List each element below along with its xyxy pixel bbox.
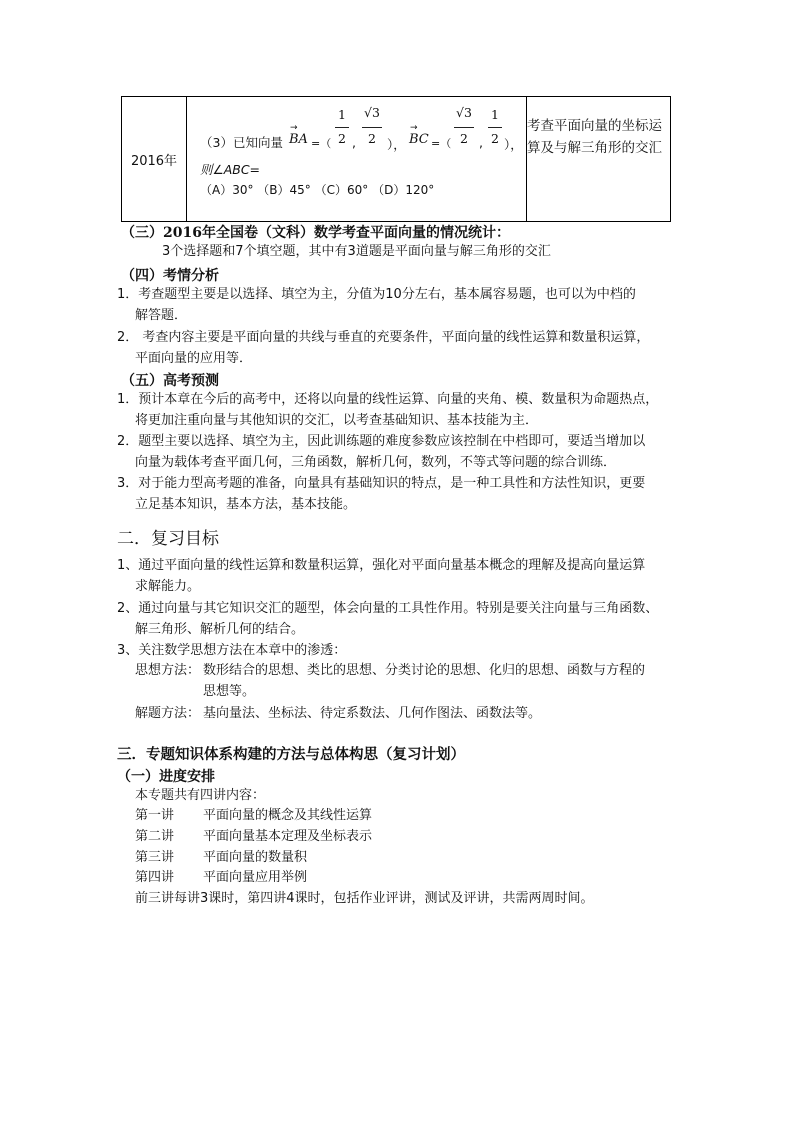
stats-body: 3个选择题和7个填空题，其中有3道题是平面向量与解三角形的交汇 [162,244,551,259]
vector-ba: BA [289,132,308,147]
forecast-item-2-cont: 向量为载体考查平面几何，三角函数，解析几何，数列，不等式等问题的综合训练． [135,455,617,470]
analysis-item-1-cont: 解答题． [135,308,188,323]
equals-open: =（ [311,137,332,150]
analysis-item-2-cont: 平面向量的应用等． [135,351,253,366]
exam-table-row [121,96,671,222]
comma: , [479,135,483,150]
frac3-bar [454,127,474,128]
frac4-num: 1 [491,107,499,122]
analysis-item-2: 2． 考查内容主要是平面向量的共线与垂直的充要条件，平面向量的线性运算和数量积运算， [117,330,650,345]
goal-item-3: 3、关注数学思想方法在本章中的渗透： [117,643,347,658]
frac3-den: 2 [460,131,468,146]
frac3-num: √3 [456,105,472,120]
plan-summary: 前三讲每讲3课时，第四讲4课时，包括作业评讲，测试及评讲，共需两周时间。 [135,891,594,906]
note-cell: 考查平面向量的坐标运算及与解三角形的交汇 [527,118,662,156]
vector-bc: BC [409,132,429,147]
method-label: 思想方法： [135,663,201,678]
angle-question: 则∠ABC= [200,162,261,177]
schedule-heading: （一）进度安排 [117,769,215,785]
review-goals-heading: 二．复习目标 [117,529,219,549]
close-paren: ）， [387,137,406,152]
goal-item-2-cont: 解三角形、解析几何的结合。 [135,622,305,637]
frac4-den: 2 [491,131,499,146]
lecture-title: 平面向量的概念及其线性运算 [203,808,373,823]
section-heading-forecast: （五）高考预测 [121,373,219,389]
method-text: 数形结合的思想、类比的思想、分类讨论的思想、化归的思想、函数与方程的 [203,663,646,678]
solve-label: 解题方法： [135,706,201,721]
plan-intro: 本专题共有四讲内容： [135,788,266,803]
frac4-bar [488,127,502,128]
frac1-den: 2 [338,131,346,146]
goal-item-1-cont: 求解能力。 [135,579,201,594]
comma: , [352,135,356,150]
method-text-cont: 思想等。 [203,684,256,699]
goal-item-1: 1、通过平面向量的线性运算和数量积运算，强化对平面向量基本概念的理解及提高向量运算 [117,558,646,573]
frac1-num: 1 [338,107,346,122]
section-heading-analysis: （四）考情分析 [121,268,219,284]
goal-item-2: 2、通过向量与其它知识交汇的题型，体会向量的工具性作用。特别是要关注向量与三角函数、 [117,601,659,616]
forecast-item-3-cont: 立足基本知识，基本方法，基本技能。 [135,497,357,512]
question-prefix: （3）已知向量 [200,135,283,150]
frac1-bar [335,127,349,128]
solve-text: 基向量法、坐标法、待定系数法、几何作图法、函数法等。 [203,706,542,721]
answer-options: （A）30° （B）45° （C）60° （D）120° [200,183,435,197]
lecture-number: 第三讲 [135,850,175,865]
lecture-title: 平面向量基本定理及坐标表示 [203,829,373,844]
forecast-item-3: 3．对于能力型高考题的准备，向量具有基础知识的特点，是一种工具性和方法性知识，更要 [117,476,646,491]
close-paren: ）， [504,137,523,152]
forecast-item-2: 2．题型主要以选择、填空为主，因此训练题的难度参数应该控制在中档即可，要适当增加以 [117,434,646,449]
analysis-item-1: 1．考查题型主要是以选择、填空为主，分值为10分左右，基本属容易题，也可以为中档的 [117,287,636,302]
forecast-item-1-cont: 将更加注重向量与其他知识的交汇，以考查基础知识、基本技能为主． [135,413,539,428]
lecture-title: 平面向量应用举例 [203,870,308,885]
lecture-number: 第四讲 [135,870,175,885]
frac2-den: 2 [368,131,376,146]
frac2-bar [362,127,382,128]
frac2-num: √3 [364,105,380,120]
lecture-number: 第一讲 [135,808,175,823]
vector-arrow: → [410,123,418,133]
year-cell: 2016年 [122,97,187,221]
lecture-number: 第二讲 [135,829,175,844]
vector-arrow: → [290,123,298,133]
forecast-item-1: 1．预计本章在今后的高考中，还将以向量的线性运算、向量的夹角、模、数量积为命题热点， [117,392,659,407]
question-cell [187,97,527,221]
plan-heading: 三．专题知识体系构建的方法与总体构思（复习计划） [117,746,465,763]
lecture-title: 平面向量的数量积 [203,850,308,865]
section-heading-stats: （三）2016年全国卷（文科）数学考查平面向量的情况统计： [121,225,510,241]
equals-open: =（ [431,137,452,150]
